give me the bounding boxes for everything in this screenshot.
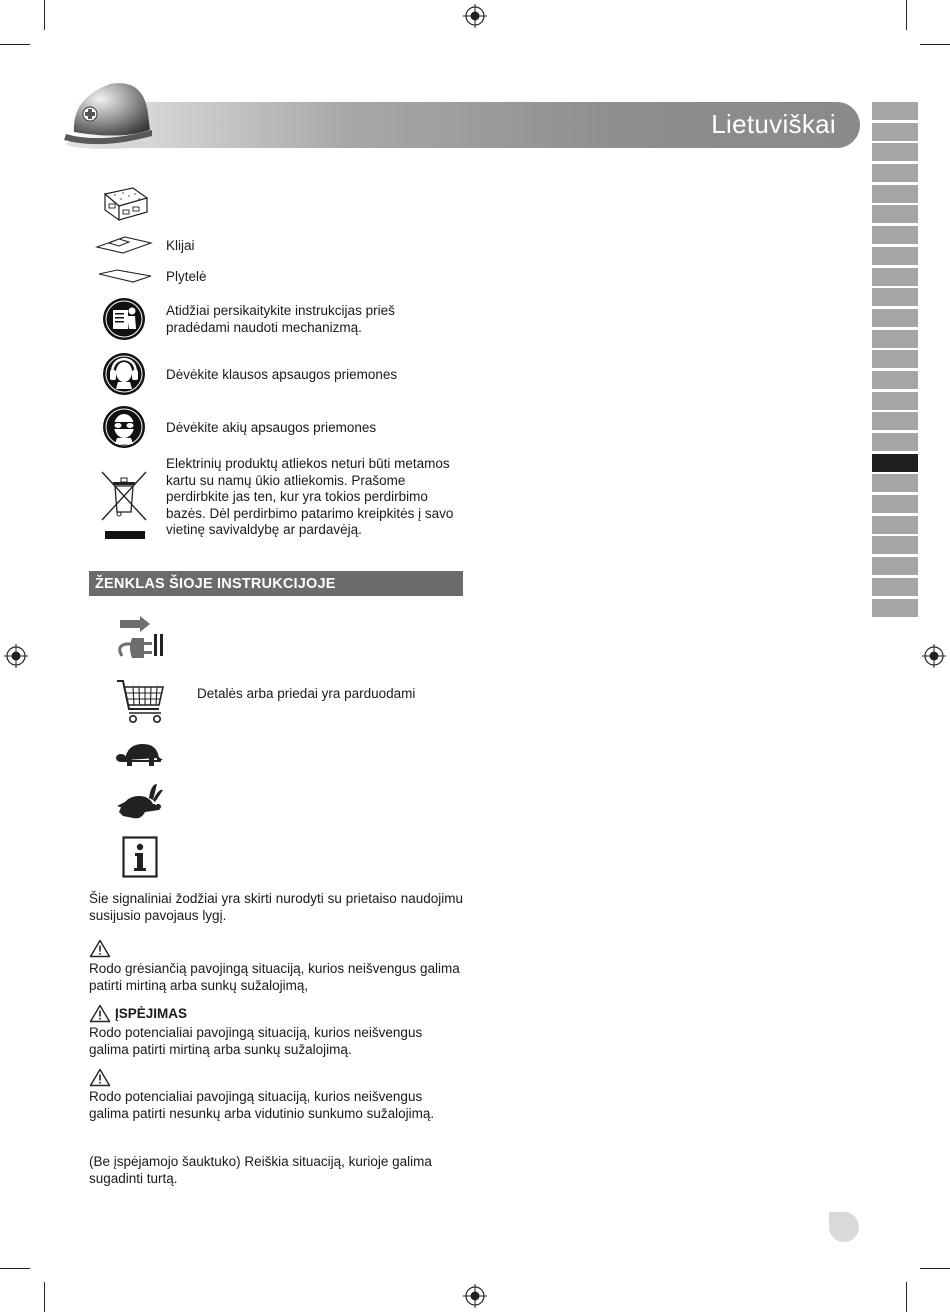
- language-tab: [872, 247, 918, 265]
- language-tab: [872, 392, 918, 410]
- crop-mark: [0, 1268, 30, 1269]
- registration-mark-icon: [463, 4, 487, 28]
- turtle-slow-icon: [115, 740, 165, 770]
- language-tab: [872, 412, 918, 430]
- read-manual-icon: [102, 297, 146, 341]
- crop-mark: [44, 0, 45, 30]
- rabbit-fast-icon: [115, 782, 165, 822]
- language-tab: [872, 268, 918, 286]
- signal-danger-text: Rodo grėsiančią pavojingą situaciją, kurios neišvengus galima patirti mirtiną arba sunkų sužalojimą,: [89, 961, 460, 993]
- ear-protection-icon: [102, 352, 146, 396]
- language-tab-strip: [872, 102, 918, 619]
- crop-mark: [920, 44, 950, 45]
- crop-mark: [906, 0, 907, 30]
- symbol-label: Detalės arba priedai yra parduodami: [197, 686, 416, 701]
- symbol-label: Dėvėkite akių apsaugos priemones: [166, 420, 377, 435]
- signal-caution-text: Rodo potencialiai pavojingą situaciją, kurios neišvengus galima patirti nesunkų arba vidutinio sunkumo sužalojimą.: [89, 1089, 435, 1121]
- signal-words-intro: Šie signaliniai žodžiai yra skirti nurodyti su prietaiso naudojimu susijusio pavojaus lygį.: [89, 891, 463, 923]
- warning-triangle-icon: [89, 1004, 111, 1023]
- registration-mark-icon: [922, 644, 946, 668]
- registration-mark-icon: [4, 644, 28, 668]
- section-header: [89, 571, 463, 596]
- language-tab: [872, 516, 918, 534]
- info-icon: [122, 836, 158, 878]
- language-tab: [872, 102, 918, 120]
- language-tab: [872, 433, 918, 451]
- language-tab: [872, 123, 918, 141]
- signal-notice-text: (Be įspėjamojo šauktuko) Reiškia situaciją, kurioje galima sugadinti turtą.: [89, 1154, 432, 1186]
- language-tab: [872, 350, 918, 368]
- signal-word-warning: ĮSPĖJIMAS: [115, 1006, 188, 1021]
- symbol-label: Plytelė: [166, 269, 207, 284]
- safety-helmet-icon: [60, 74, 156, 154]
- language-tab: [872, 495, 918, 513]
- tile-icon: [97, 268, 153, 284]
- warning-triangle-icon: [89, 939, 111, 958]
- symbol-label: Elektrinių produktų atliekos neturi būti metamos kartu su namų ūkio atliekomis. Prašome perdirbkite jas ten, kur yra tokios perdirbimo bazės. Dėl perdirbimo patarimo kreipkitės į savo vietinę savivaldybę ar pardavėją.: [166, 456, 454, 538]
- language-tab: [872, 288, 918, 306]
- warning-triangle-icon: [89, 1068, 111, 1087]
- language-tab-active: [872, 454, 918, 472]
- language-tab: [872, 185, 918, 203]
- language-tab: [872, 330, 918, 348]
- language-tab: [872, 205, 918, 223]
- language-tab: [872, 164, 918, 182]
- crop-mark: [0, 44, 30, 45]
- symbol-label: Dėvėkite klausos apsaugos priemones: [166, 367, 398, 382]
- shopping-cart-icon: [115, 677, 167, 727]
- page-language-title: Lietuviškai: [711, 109, 836, 139]
- section-title: ŽENKLAS ŠIOJE INSTRUKCIJOJE: [95, 576, 336, 592]
- language-tab: [872, 578, 918, 596]
- header-banner: [70, 102, 860, 148]
- registration-mark-icon: [463, 1284, 487, 1308]
- language-tab: [872, 371, 918, 389]
- language-tab: [872, 143, 918, 161]
- tile-adhesive-block-icon: [99, 184, 151, 224]
- language-tab: [872, 226, 918, 244]
- eye-protection-icon: [102, 405, 146, 449]
- signal-warning-text: Rodo potencialiai pavojingą situaciją, kurios neišvengus galima patirti mirtiną arba sunkų sužalojimą.: [89, 1025, 423, 1057]
- adhesive-trowel-icon: [95, 233, 153, 255]
- symbol-label: Klijai: [166, 238, 195, 253]
- language-tab: [872, 599, 918, 617]
- language-tab: [872, 474, 918, 492]
- unplug-icon: [114, 612, 166, 664]
- page-number-marker: [829, 1212, 859, 1242]
- language-tab: [872, 536, 918, 554]
- weee-crossed-bin-icon: [99, 468, 149, 542]
- crop-mark: [44, 1282, 45, 1312]
- crop-mark: [906, 1282, 907, 1312]
- language-tab: [872, 309, 918, 327]
- language-tab: [872, 557, 918, 575]
- crop-mark: [920, 1268, 950, 1269]
- symbol-label: Atidžiai persikaitykite instrukcijas prieš pradėdami naudoti mechanizmą.: [166, 303, 395, 335]
